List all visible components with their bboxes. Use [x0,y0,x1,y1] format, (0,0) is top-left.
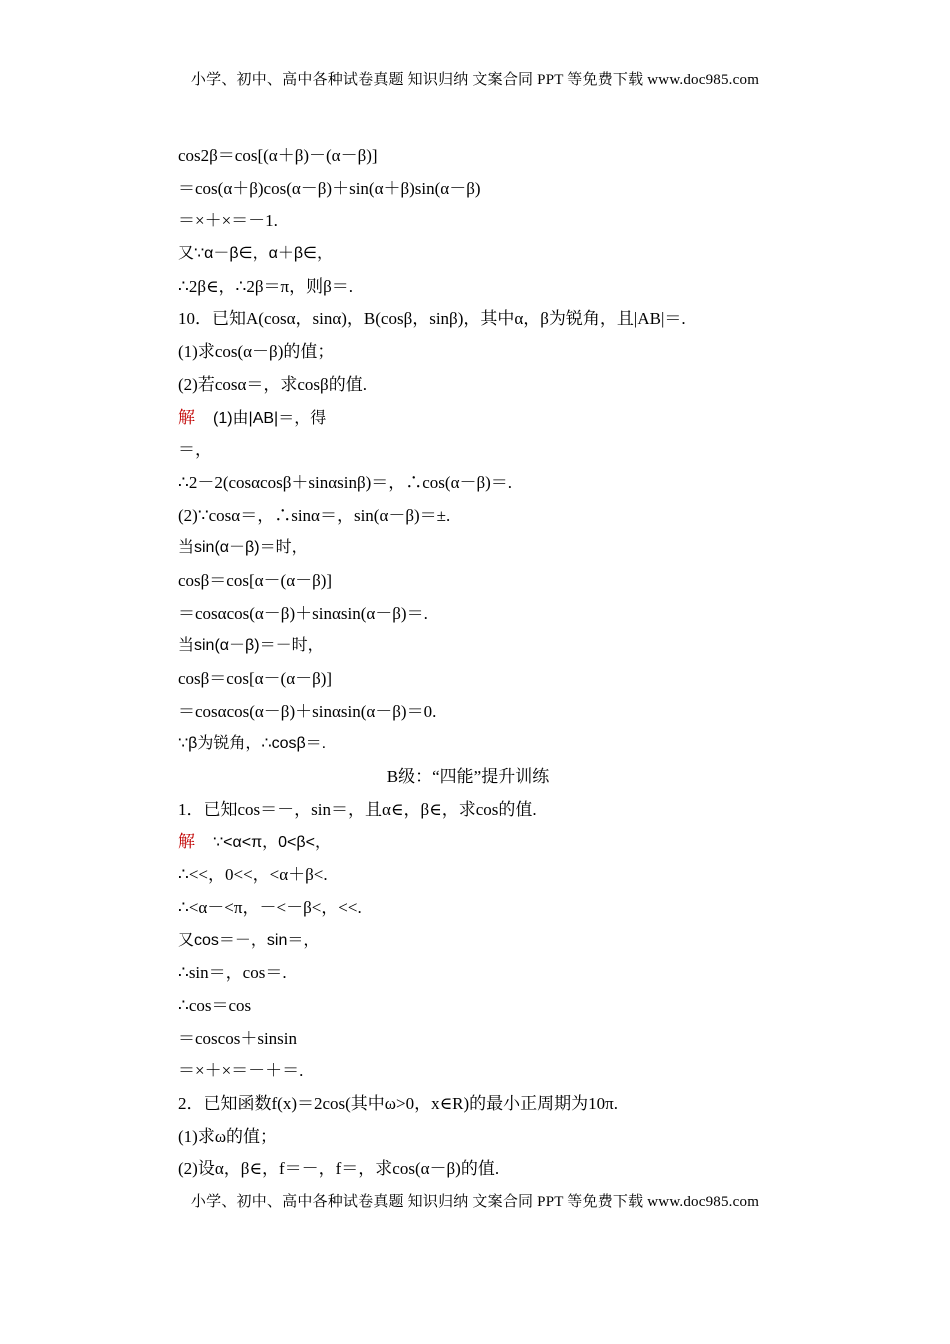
line-text: (1)求ω的值； [178,1126,278,1146]
text-line [178,630,798,663]
text-line [178,205,798,238]
text-line [178,173,798,206]
text-line [178,500,798,533]
section-heading [178,761,798,794]
line-text: 1．已知cos＝－，sin＝，且α∈，β∈，求cos的值. [178,799,537,819]
text-line [178,794,798,827]
line-text: ∴<<，0<<，<α＋β<. [178,865,328,885]
line-text: (1)由|AB|＝，得 [213,409,327,427]
text-line [178,467,798,500]
line-text: 当sin(α－β)＝－时， [178,637,324,655]
page-header: 小学、初中、高中各种试卷真题 知识归纳 文案合同 PPT 等免费下载 www.doc985.com [190,72,760,88]
text-line [178,271,798,304]
line-text: ∵<α<π，0<β<， [213,834,331,852]
line-text: ∴2β∈，∴2β＝π，则β＝. [178,276,353,296]
text-line [178,663,798,696]
text-line [178,402,798,435]
line-text: ＝cos(α＋β)cos(α－β)＋sin(α＋β)sin(α－β) [178,178,481,198]
text-line [178,565,798,598]
text-line [178,859,798,892]
solution-label: 解 [178,832,195,852]
text-line [178,1055,798,1088]
text-line [178,303,798,336]
text-line [178,925,798,958]
line-text: ∴cos＝cos [178,995,252,1015]
line-text: 又cos＝－，sin＝， [178,931,320,949]
text-line [178,1153,798,1186]
text-line [178,140,798,173]
line-text: B级：“四能”提升训练 [386,767,550,787]
line-text: cosβ＝cos[α－(α－β)] [178,669,333,688]
line-text: ∵β为锐角，∴cosβ＝. [178,735,327,753]
text-line [178,598,798,631]
line-text: cosβ＝cos[α－(α－β)] [178,570,333,590]
text-line [178,1088,798,1121]
line-text: (2)若cosα＝，求cosβ的值. [178,374,367,394]
solution-label: 解 [178,407,195,427]
line-text: ∴sin＝，cos＝. [178,963,287,983]
text-line [178,1023,798,1056]
text-line [178,957,798,990]
line-text: ＝coscos＋sinsin [178,1028,297,1048]
line-text: ＝×＋×＝－1. [178,211,278,231]
document-body [178,140,798,1186]
page-footer: 小学、初中、高中各种试卷真题 知识归纳 文案合同 PPT 等免费下载 www.doc985.com [190,1194,760,1210]
text-line [178,892,798,925]
text-line [178,336,798,369]
line-text: ＝cosαcos(α－β)＋sinαsin(α－β)＝. [178,603,428,623]
line-text: ＝×＋×＝－＋＝. [178,1061,304,1081]
line-text: 10．已知A(cosα，sinα)，B(cosβ，sinβ)，其中α，β为锐角，且|AB|＝. [178,309,686,329]
text-line [178,728,798,761]
text-line [178,990,798,1023]
text-line [178,532,798,565]
line-text: 当sin(α－β)＝时， [178,539,308,557]
line-text: (1)求cos(α－β)的值； [178,342,335,362]
line-text: ∴<α－<π，－<－β<，<<. [178,897,362,917]
text-line [178,434,798,467]
line-text: (2)设α，β∈，f＝－，f＝，求cos(α－β)的值. [178,1159,500,1179]
line-text: ∴2－2(cosαcosβ＋sinαsinβ)＝，∴cos(α－β)＝. [178,472,513,492]
line-text: ＝， [178,440,212,460]
text-line [178,826,798,859]
text-line [178,696,798,729]
line-text: (2)∵cosα＝，∴sinα＝，sin(α－β)＝±. [178,505,451,525]
text-line [178,1121,798,1154]
text-line [178,238,798,271]
line-text: ＝cosαcos(α－β)＋sinαsin(α－β)＝0. [178,701,437,721]
line-text: 又∵α－β∈，α＋β∈， [178,245,333,263]
line-text: cos2β＝cos[(α＋β)－(α－β)] [178,146,378,165]
line-text: 2．已知函数f(x)＝2cos(其中ω>0，x∈R)的最小正周期为10π. [178,1093,618,1113]
text-line [178,369,798,402]
